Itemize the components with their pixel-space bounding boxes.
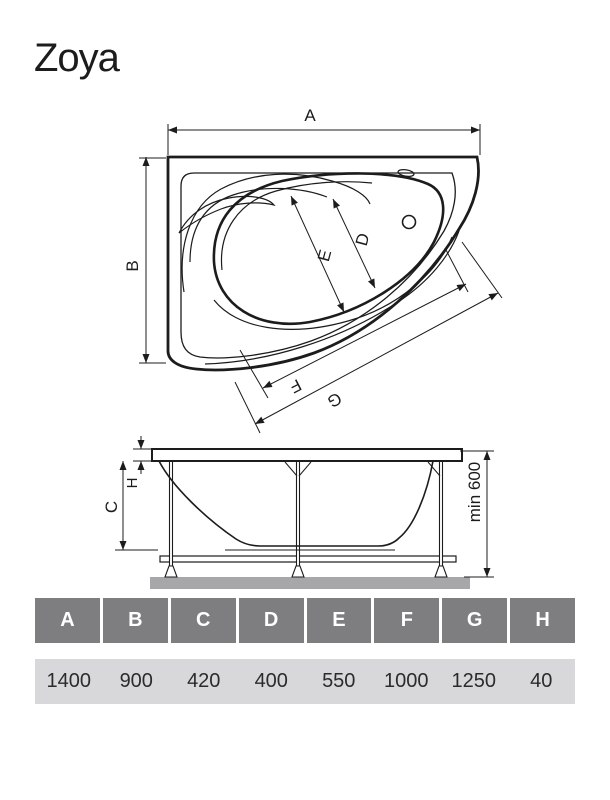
ground-bar [150,577,470,589]
table-header-f: F [374,598,439,643]
dimension-label-f: F [286,375,305,397]
table-header-h: H [510,598,575,643]
table-header-g: G [442,598,507,643]
table-header-b: B [103,598,168,643]
adjustable-feet [165,566,447,577]
table-value-a: 1400 [46,670,91,692]
dimension-table [35,598,575,704]
table-value-b: 900 [119,670,153,692]
table-value-g: 1250 [451,670,496,692]
dimension-b [139,157,166,363]
leg-brackets [285,462,440,476]
table-header-d: D [239,598,304,643]
dimension-label-e: E [314,247,336,264]
table-value-c: 420 [187,670,221,692]
side-view [115,436,494,589]
table-value-f: 1000 [384,670,429,692]
dimension-label-c: C [102,500,121,514]
table-value-row [35,659,575,704]
dimension-label-a: A [304,106,316,125]
dimension-a [168,124,480,155]
dimension-label-min-height: min 600 [465,461,484,523]
table-value-d: 400 [254,670,288,692]
leg-right [440,461,443,566]
dimension-label-g: G [324,388,345,412]
table-value-h: 40 [530,670,553,692]
top-view [139,124,502,433]
table-header-c: C [171,598,236,643]
dimension-label-d: D [351,231,374,248]
product-title: Zoya [34,36,119,80]
dimension-label-b: B [123,260,142,272]
table-value-e: 550 [322,670,356,692]
dimension-h [133,436,151,474]
rim-bar [152,449,462,461]
table-header-a: A [35,598,100,643]
table-header-e: E [307,598,372,643]
dimension-c [115,461,158,550]
dimension-label-h: H [124,477,141,489]
table-header-row [35,598,575,643]
bottom-rail [160,556,456,562]
